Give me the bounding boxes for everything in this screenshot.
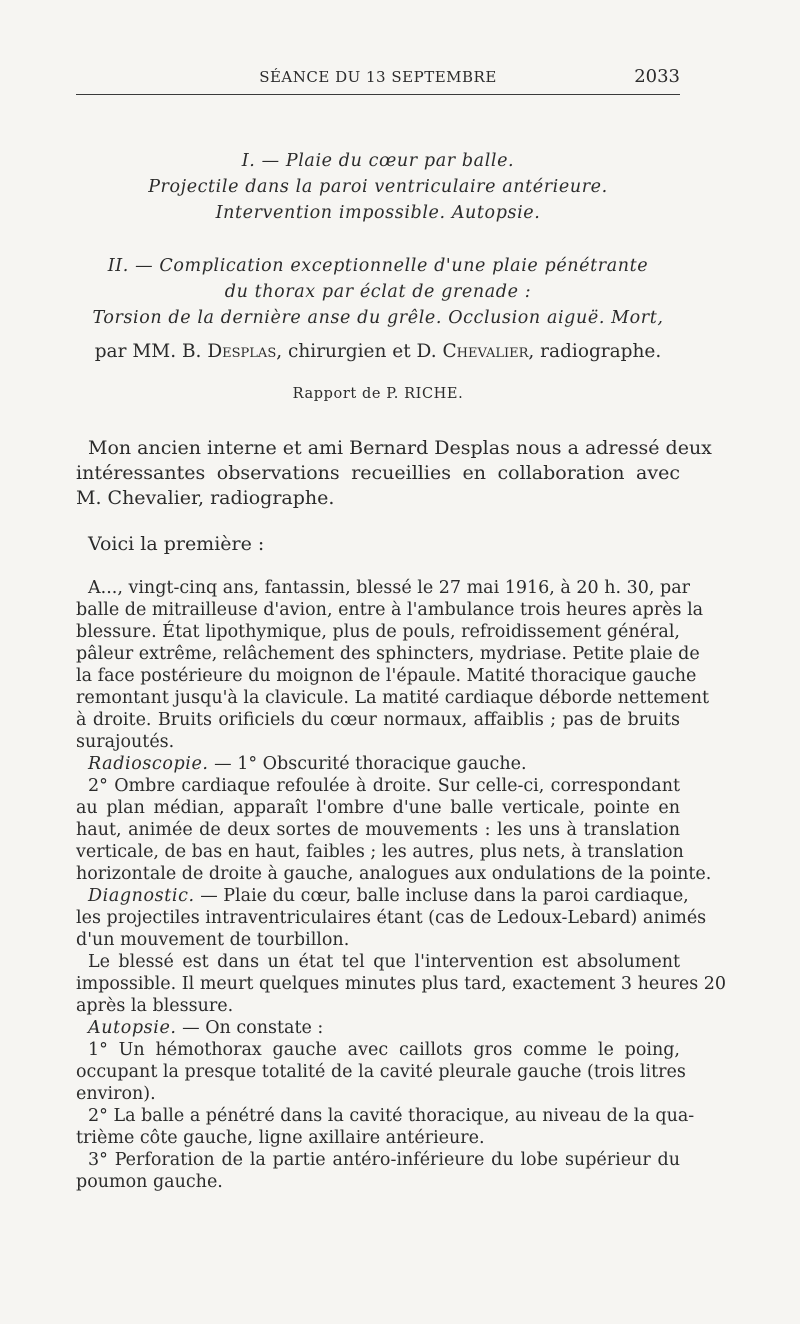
title-1-line-2: Projectile dans la paroi ventriculaire antérieure. bbox=[148, 177, 608, 197]
intro-line-1: Mon ancien interne et ami Bernard Desplas nous a adressé deux bbox=[88, 437, 712, 459]
finding-line-4: 2° La balle a pénétré dans la cavité thoracique, au niveau de la qua- bbox=[88, 1106, 695, 1126]
author-2-name: Chevalier bbox=[442, 341, 529, 362]
finding-line-6: 3° Perforation de la partie antéro-inférieure du lobe supérieur du bbox=[88, 1150, 680, 1170]
blesse-line-1: Le blessé est dans un état tel que l'intervention est absolument bbox=[88, 952, 680, 972]
blesse-line-3: après la blessure. bbox=[76, 996, 234, 1016]
author-1-name: Desplas bbox=[207, 341, 277, 362]
autopsie-label: Autopsie. bbox=[88, 1018, 177, 1038]
radioscopie-line bbox=[76, 753, 680, 775]
radioscopie-label: Radioscopie. bbox=[88, 754, 209, 774]
diagnostic-line-2: les projectiles intraventriculaires étant (cas de Ledoux-Lebard) animés bbox=[76, 908, 707, 928]
title-2-line-1: II. — Complication exceptionnelle d'une plaie pénétrante bbox=[107, 256, 649, 276]
authors-line bbox=[76, 341, 680, 363]
title-1-line-3: Intervention impossible. Autopsie. bbox=[215, 203, 541, 223]
finding-line-7: poumon gauche. bbox=[76, 1172, 223, 1192]
title-1-line-1: I. — Plaie du cœur par balle. bbox=[241, 151, 515, 171]
observation-line-3: blessure. État lipothymique, plus de pouls, refroidissement général, bbox=[76, 622, 680, 642]
diagnostic-line-1 bbox=[76, 885, 689, 907]
ombre-line-4: verticale, de bas en haut, faibles ; les autres, plus nets, à translation bbox=[76, 842, 684, 862]
autopsie-line bbox=[76, 1017, 680, 1039]
intro-line-2: intéressantes observations recueillies en collaboration avec bbox=[76, 462, 680, 484]
observation-line-4: pâleur extrême, relâchement des sphincters, mydriase. Petite plaie de bbox=[76, 644, 700, 664]
diagnostic-text: — Plaie du cœur, balle incluse dans la paroi cardiaque, bbox=[194, 886, 689, 906]
report-credit: Rapport de P. RICHE. bbox=[292, 386, 464, 402]
blesse-line-2: impossible. Il meurt quelques minutes plus tard, exactement 3 heures 20 bbox=[76, 974, 727, 994]
diagnostic-label: Diagnostic. bbox=[88, 886, 195, 906]
ombre-line-3: haut, animée de deux sortes de mouvements : les uns à translation bbox=[76, 820, 680, 840]
voici-line: Voici la première : bbox=[88, 533, 265, 555]
page-header bbox=[76, 62, 680, 95]
finding-line-3: environ). bbox=[76, 1084, 156, 1104]
observation-line-2: balle de mitrailleuse d'avion, entre à l'ambulance trois heures après la bbox=[76, 600, 704, 620]
ombre-line-1: 2° Ombre cardiaque refoulée à droite. Sur celle-ci, correspondant bbox=[88, 776, 680, 796]
authors-prefix: par MM. B. bbox=[94, 341, 208, 362]
title-2-line-2: du thorax par éclat de grenade : bbox=[224, 282, 532, 302]
page-number: 2033 bbox=[634, 66, 680, 87]
finding-line-2: occupant la presque totalité de la cavité pleurale gauche (trois litres bbox=[76, 1062, 686, 1082]
title-2-line-3: Torsion de la dernière anse du grêle. Occlusion aiguë. Mort, bbox=[92, 308, 664, 328]
observation-line-7: à droite. Bruits orificiels du cœur normaux, affaiblis ; pas de bruits bbox=[76, 710, 680, 730]
ombre-line-5: horizontale de droite à gauche, analogues aux ondulations de la pointe. bbox=[76, 864, 712, 884]
authors-middle: , chirurgien et D. bbox=[276, 341, 443, 362]
observation-line-8: surajoutés. bbox=[76, 732, 175, 752]
autopsie-text: — On constate : bbox=[176, 1018, 324, 1038]
finding-line-5: trième côte gauche, ligne axillaire antérieure. bbox=[76, 1128, 485, 1148]
observation-line-6: remontant jusqu'à la clavicule. La matité cardiaque déborde nettement bbox=[76, 688, 710, 708]
observation-line-5: la face postérieure du moignon de l'épaule. Matité thoracique gauche bbox=[76, 666, 697, 686]
observation-line-1: A..., vingt-cinq ans, fantassin, blessé le 27 mai 1916, à 20 h. 30, par bbox=[88, 578, 691, 598]
intro-line-3: M. Chevalier, radiographe. bbox=[76, 487, 335, 509]
diagnostic-line-3: d'un mouvement de tourbillon. bbox=[76, 930, 350, 950]
authors-suffix: , radiographe. bbox=[528, 341, 662, 362]
running-head: SÉANCE DU 13 SEPTEMBRE bbox=[259, 68, 497, 86]
finding-line-1: 1° Un hémothorax gauche avec caillots gros comme le poing, bbox=[88, 1040, 680, 1060]
radioscopie-text: — 1° Obscurité thoracique gauche. bbox=[208, 754, 527, 774]
ombre-line-2: au plan médian, apparaît l'ombre d'une balle verticale, pointe en bbox=[76, 798, 680, 818]
